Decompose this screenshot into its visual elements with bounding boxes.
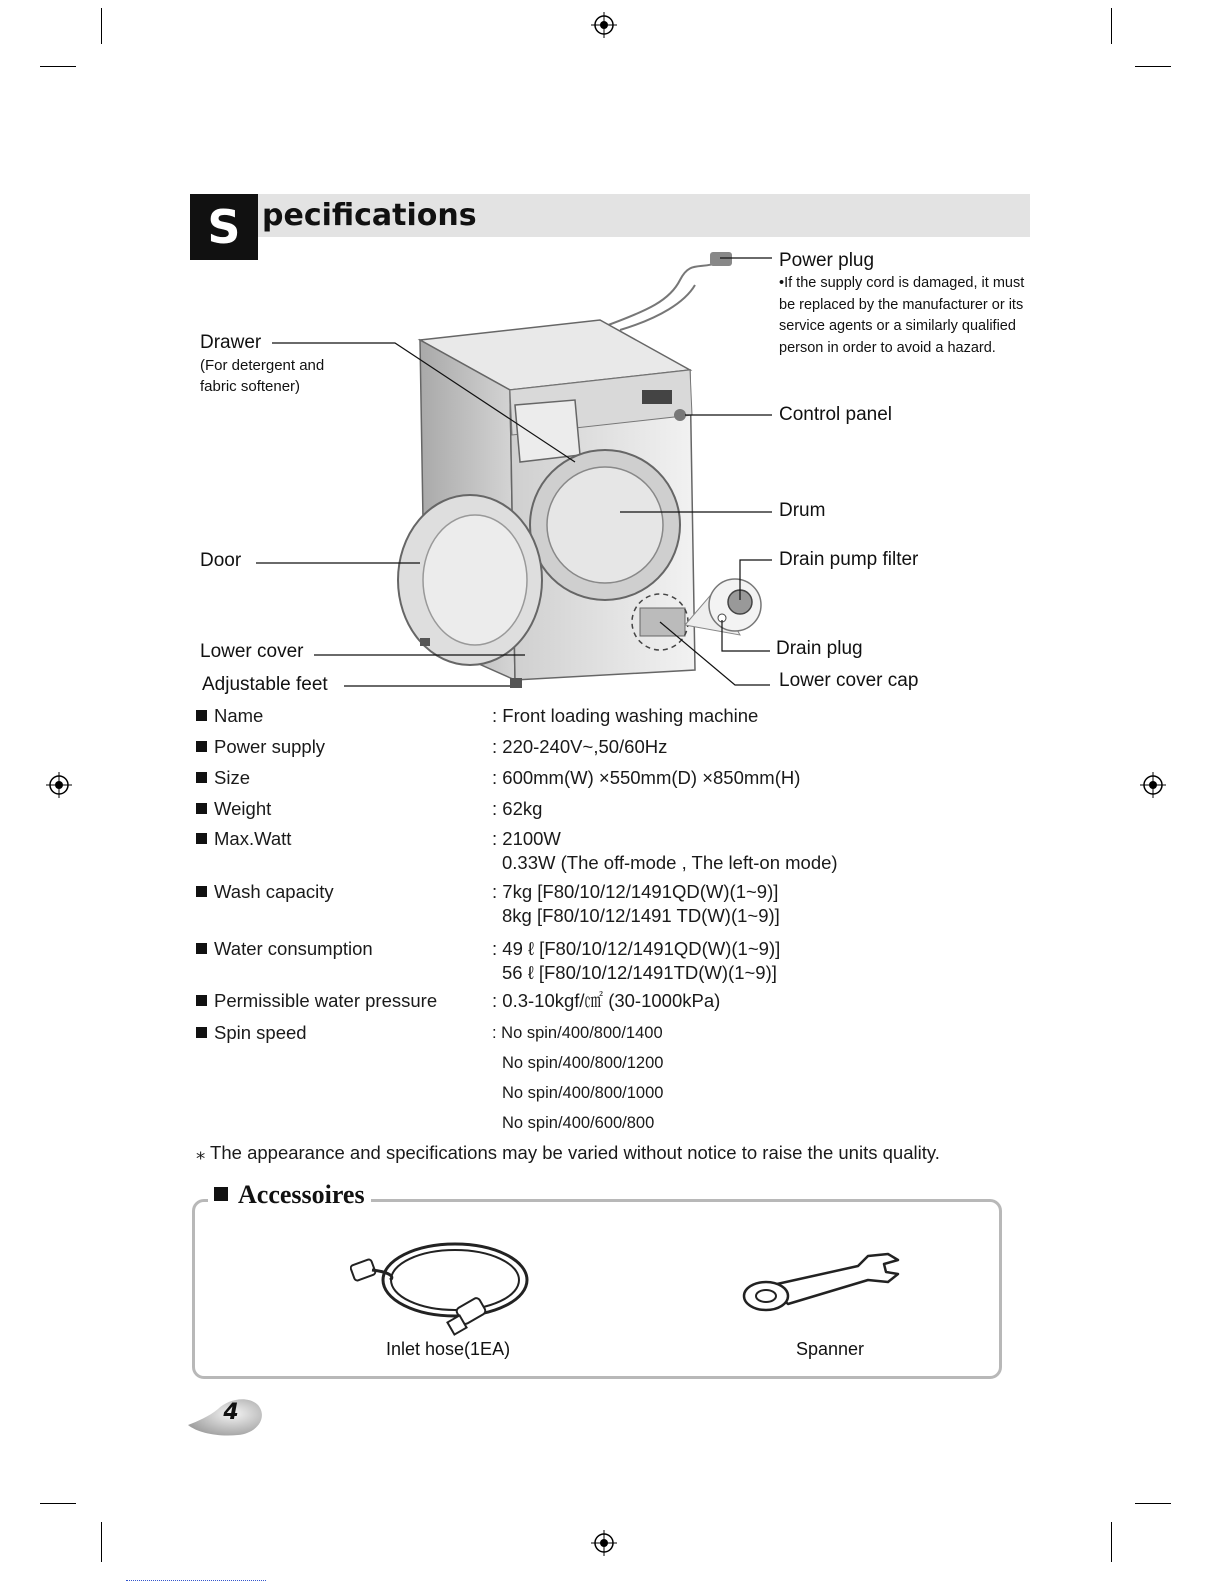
spec-value: No spin/400/600/800 bbox=[502, 1114, 655, 1132]
knob-icon bbox=[674, 409, 686, 421]
spanner-icon bbox=[738, 1248, 903, 1318]
label-drawer: Drawer bbox=[200, 332, 262, 353]
spec-value: : 7kg [F80/10/12/1491QD(W)(1~9)] bbox=[492, 881, 779, 902]
label-lower-cover: Lower cover bbox=[200, 641, 304, 662]
label-lower-cover-cap: Lower cover cap bbox=[779, 670, 919, 691]
accessory-label: Inlet hose(1EA) bbox=[386, 1339, 511, 1359]
spec-value: : 220-240V~,50/60Hz bbox=[492, 736, 668, 757]
spec-value: : 600mm(W) ×550mm(D) ×850mm(H) bbox=[492, 767, 801, 788]
spec-key: Wash capacity bbox=[196, 880, 486, 904]
registration-mark-icon bbox=[591, 12, 617, 38]
label-control-panel: Control panel bbox=[779, 404, 893, 425]
crop-mark bbox=[1111, 1522, 1112, 1562]
header-initial: S bbox=[190, 194, 258, 260]
crop-mark bbox=[101, 8, 102, 44]
drawer-note: (For detergent and fabric softener) bbox=[200, 357, 325, 395]
accessories-title bbox=[208, 1180, 371, 1210]
registration-mark-icon bbox=[1140, 772, 1166, 798]
crop-mark bbox=[1135, 1503, 1171, 1504]
adjustable-feet-icon bbox=[510, 678, 522, 688]
accessory-label: Spanner bbox=[796, 1339, 865, 1359]
accessories-title-text: Accessoires bbox=[238, 1180, 365, 1209]
power-plug-icon bbox=[710, 252, 732, 266]
label-drum: Drum bbox=[779, 500, 826, 521]
spec-key: Max.Watt bbox=[196, 827, 486, 851]
spec-key: Size bbox=[196, 766, 486, 790]
drum-icon bbox=[547, 467, 663, 583]
crop-mark bbox=[1135, 66, 1171, 67]
spec-value: No spin/400/800/1000 bbox=[502, 1084, 664, 1102]
label-adjustable-feet: Adjustable feet bbox=[202, 674, 328, 695]
page-title: pecifications bbox=[262, 198, 477, 233]
spec-value: : 0.3-10kgf/㎠ (30-1000kPa) bbox=[492, 990, 721, 1011]
spec-value: 8kg [F80/10/12/1491 TD(W)(1~9)] bbox=[502, 905, 780, 926]
spec-value: : Front loading washing machine bbox=[492, 705, 759, 726]
inlet-hose-icon bbox=[350, 1232, 535, 1337]
spec-value: : 62kg bbox=[492, 798, 543, 819]
spec-value: : 49 ℓ [F80/10/12/1491QD(W)(1~9)] bbox=[492, 938, 781, 959]
crop-mark bbox=[101, 1522, 102, 1562]
spec-value: No spin/400/800/1200 bbox=[502, 1054, 664, 1072]
crop-mark bbox=[40, 66, 76, 67]
spec-key: Power supply bbox=[196, 735, 486, 759]
spec-key: Spin speed bbox=[196, 1021, 486, 1045]
spec-value: 0.33W (The off-mode , The left-on mode) bbox=[502, 852, 838, 873]
detergent-drawer bbox=[515, 400, 580, 462]
page-number: 4 bbox=[223, 1400, 239, 1425]
spec-key: Name bbox=[196, 704, 486, 728]
spec-key: Water consumption bbox=[196, 937, 486, 961]
registration-mark-icon bbox=[46, 772, 72, 798]
bottom-rule bbox=[126, 1580, 266, 1582]
label-door: Door bbox=[200, 550, 242, 571]
lower-cover-cap bbox=[640, 608, 685, 636]
power-cord bbox=[600, 262, 720, 328]
crop-mark bbox=[40, 1503, 76, 1504]
label-drain-plug: Drain plug bbox=[776, 638, 863, 659]
power-plug-note: •If the supply cord is damaged, it must be replaced by the manufacturer or its service agents or a similarly qualified person in order to avoid a hazard. bbox=[779, 275, 1025, 356]
spec-key: Permissible water pressure bbox=[196, 989, 486, 1013]
spec-value: 56 ℓ [F80/10/12/1491TD(W)(1~9)] bbox=[502, 962, 777, 983]
crop-mark bbox=[1111, 8, 1112, 44]
spec-key: Weight bbox=[196, 797, 486, 821]
label-power-plug: Power plug bbox=[779, 250, 875, 271]
display-icon bbox=[642, 390, 672, 404]
spec-value: : No spin/400/800/1400 bbox=[492, 1024, 663, 1042]
label-drain-pump-filter: Drain pump filter bbox=[779, 549, 919, 570]
registration-mark-icon bbox=[591, 1530, 617, 1556]
spec-value: : 2100W bbox=[492, 828, 561, 849]
disclaimer: ⁎ The appearance and specifications may be varied without notice to raise the units quality. bbox=[196, 1142, 940, 1163]
